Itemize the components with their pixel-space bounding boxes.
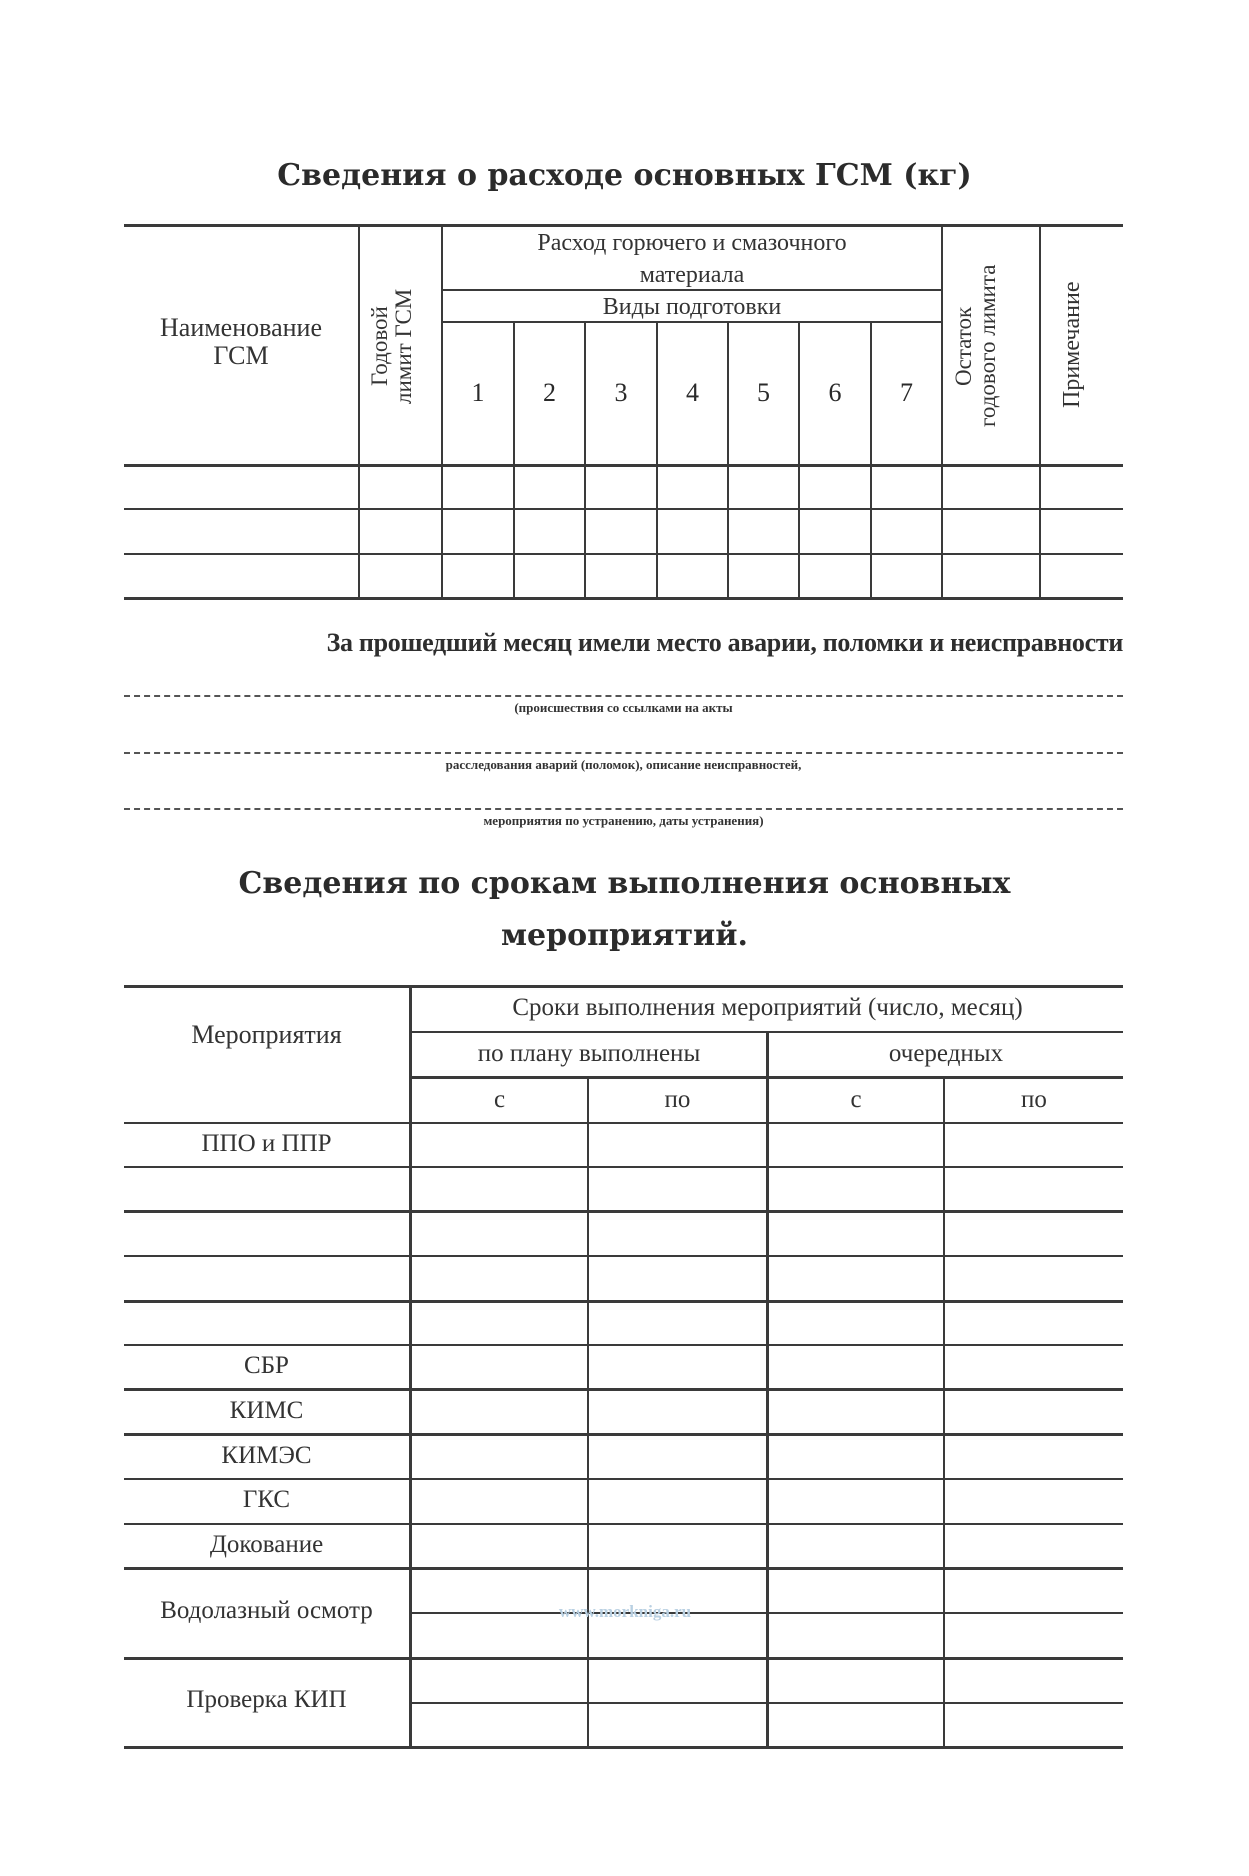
fuel-table-consumption-rule bbox=[442, 289, 942, 291]
header-to-2: по bbox=[1021, 1086, 1047, 1113]
events-table-row-rule bbox=[124, 1657, 1123, 1660]
header-annual-limit-line1: Годовой bbox=[367, 306, 392, 386]
events-table-row-rule bbox=[124, 1300, 1123, 1303]
header-annual-limit-line2: лимит ГСМ bbox=[391, 288, 417, 404]
header-note bbox=[1060, 250, 1104, 440]
events-table-row-rule bbox=[124, 1255, 1123, 1257]
incident-line-3[interactable] bbox=[124, 808, 1123, 810]
header-consumption-line2: материала bbox=[639, 262, 745, 288]
incident-caption-2: расследования аварий (поломок), описание неисправностей, bbox=[445, 757, 802, 772]
header-to-1: по bbox=[664, 1086, 691, 1113]
fuel-table-col-divider bbox=[1039, 225, 1041, 599]
header-remainder bbox=[952, 228, 1030, 464]
header-deadlines: Сроки выполнения мероприятий (число, месяц) bbox=[512, 994, 1023, 1021]
event-row-label: КИМЭС bbox=[221, 1442, 312, 1469]
header-events: Мероприятия bbox=[191, 1020, 342, 1049]
events-table-col-divider bbox=[587, 1078, 589, 1748]
events-section-title-line2: мероприятий. bbox=[500, 918, 749, 953]
header-training-col-3: 3 bbox=[614, 378, 628, 407]
event-row-label: Докование bbox=[209, 1531, 324, 1558]
watermark: www.morkniga.ru bbox=[558, 1602, 692, 1621]
fuel-table-col-divider bbox=[941, 225, 943, 599]
header-annual-limit bbox=[368, 230, 432, 462]
header-training-col-6: 6 bbox=[828, 378, 842, 407]
fuel-table-top-rule bbox=[124, 224, 1123, 227]
header-consumption bbox=[443, 228, 941, 258]
header-remainder-line1: Остаток bbox=[951, 306, 976, 386]
events-table-row-rule bbox=[124, 1567, 1123, 1570]
header-consumption-line1: Расход горючего и смазочного bbox=[537, 230, 847, 256]
events-table-top-rule bbox=[124, 985, 1123, 988]
header-fuel-name-line1: Наименование bbox=[160, 313, 322, 342]
event-row-label: Проверка КИП bbox=[186, 1686, 347, 1713]
incident-caption-1: (происшествия со ссылками на акты bbox=[514, 700, 733, 715]
fuel-table-header-bottom-rule bbox=[124, 464, 1123, 467]
header-training-col-7: 7 bbox=[900, 378, 913, 407]
events-table-col-divider bbox=[766, 1032, 769, 1748]
events-table-row-rule bbox=[124, 1523, 1123, 1525]
fuel-table-col-divider bbox=[798, 322, 800, 599]
header-next: очередных bbox=[888, 1040, 1004, 1067]
events-table-row-rule bbox=[124, 1344, 1123, 1346]
incident-line-2[interactable] bbox=[124, 752, 1123, 754]
events-table-bottom-rule bbox=[124, 1746, 1123, 1749]
events-table-col-divider bbox=[943, 1078, 945, 1748]
fuel-table-col-divider bbox=[870, 322, 872, 599]
event-row-label: КИМС bbox=[229, 1397, 304, 1424]
events-table-header-bottom-rule bbox=[124, 1122, 1123, 1124]
fuel-table-col-divider bbox=[727, 322, 729, 599]
event-row-label: ППО и ППР bbox=[201, 1130, 332, 1157]
header-training-col-5: 5 bbox=[757, 378, 770, 407]
fuel-table-row-rule bbox=[124, 553, 1123, 555]
fuel-table-col-divider bbox=[584, 322, 586, 599]
incidents-heading: За прошедший месяц имели место аварии, поломки и неисправности bbox=[326, 628, 1123, 657]
fuel-table-col-divider bbox=[656, 322, 658, 599]
header-training-types: Виды подготовки bbox=[602, 294, 782, 320]
header-training-col-2: 2 bbox=[543, 378, 556, 407]
incident-line-1[interactable] bbox=[124, 695, 1123, 697]
fuel-table-col-divider bbox=[513, 322, 515, 599]
header-planned-done: по плану выполнены bbox=[477, 1040, 701, 1067]
events-table-row-rule bbox=[124, 1166, 1123, 1168]
header-fuel-name-line2: ГСМ bbox=[213, 341, 269, 370]
fuel-section-title: Сведения о расходе основных ГСМ (кг) bbox=[277, 158, 972, 193]
header-training-col-4: 4 bbox=[686, 378, 699, 407]
header-note-label: Примечание bbox=[1059, 281, 1085, 409]
event-row-label: ГКС bbox=[242, 1486, 291, 1513]
fuel-table-col-divider bbox=[358, 225, 360, 599]
header-from-1: с bbox=[493, 1086, 506, 1113]
events-section-title-line1: Сведения по срокам выполнения основных bbox=[238, 866, 1011, 901]
events-table-row-rule bbox=[124, 1478, 1123, 1480]
header-from-2: с bbox=[850, 1086, 862, 1113]
events-table-row-rule bbox=[124, 1210, 1123, 1213]
header-remainder-line2: годового лимита bbox=[975, 264, 1001, 428]
events-table-row-rule bbox=[124, 1388, 1123, 1391]
incident-caption-3: мероприятия по устранению, даты устранения) bbox=[483, 813, 764, 828]
event-row-label: Водолазный осмотр bbox=[160, 1597, 373, 1624]
fuel-table-row-rule bbox=[124, 508, 1123, 510]
fuel-table-bottom-rule bbox=[124, 597, 1123, 600]
events-table-row-rule bbox=[124, 1433, 1123, 1436]
header-fuel-name bbox=[124, 314, 358, 370]
event-row-label: СБР bbox=[244, 1352, 289, 1379]
header-training-col-1: 1 bbox=[471, 378, 485, 407]
